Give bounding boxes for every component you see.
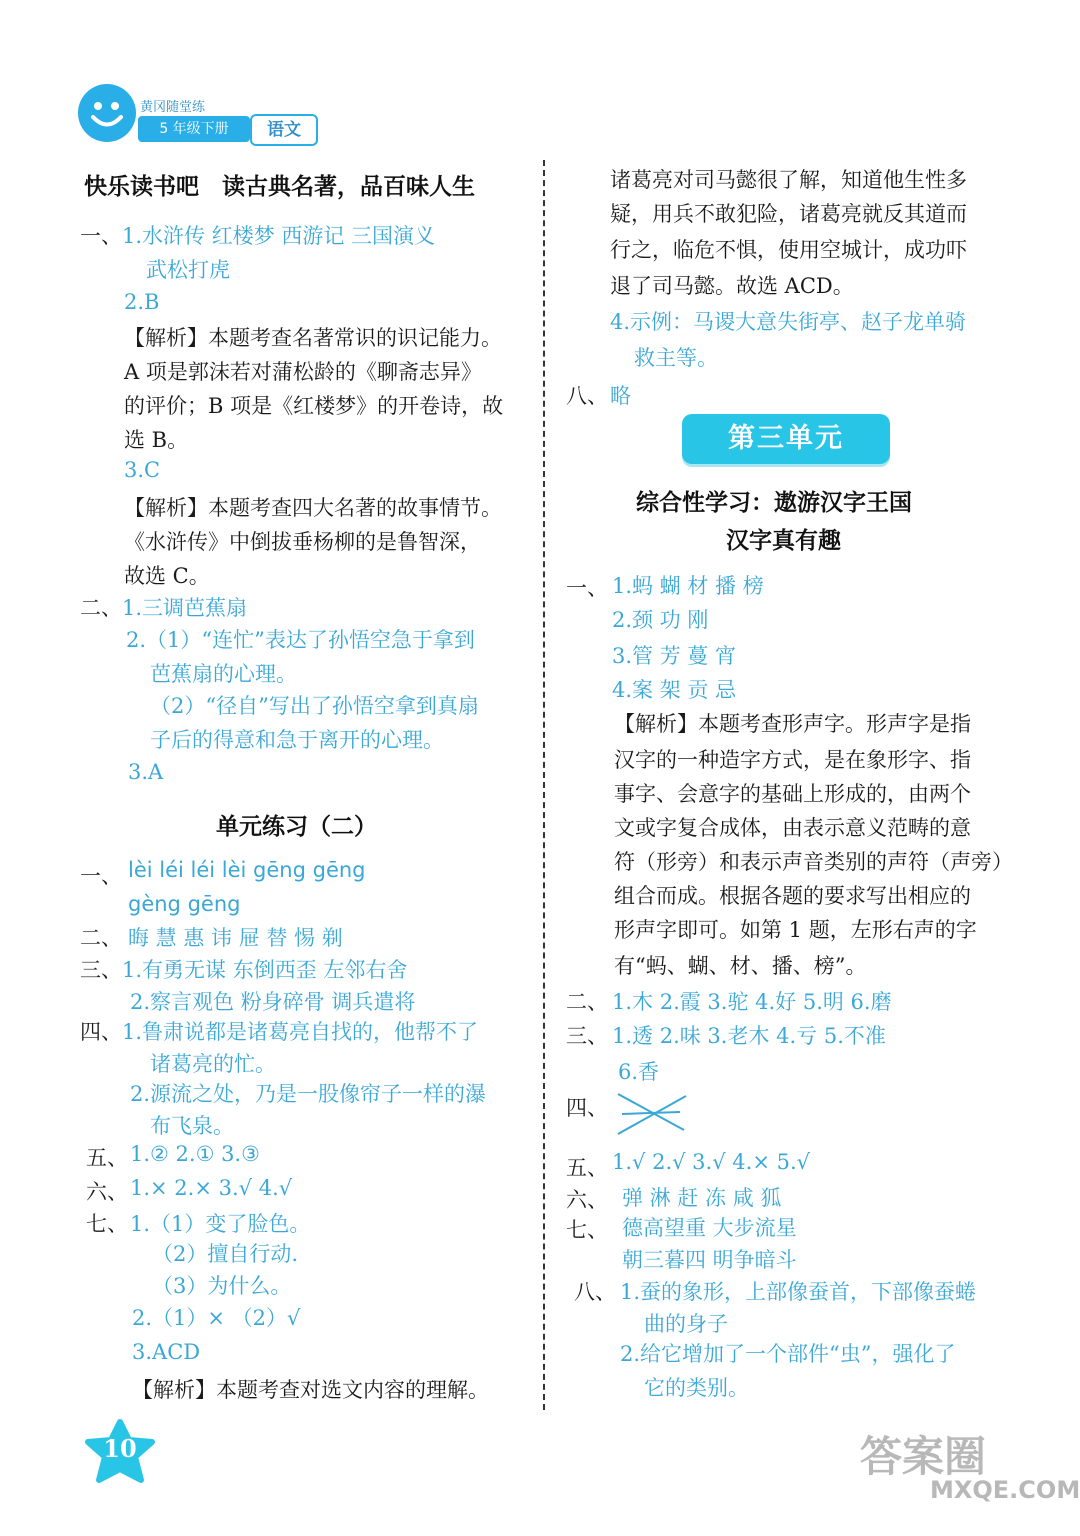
question-label: 五、 <box>566 1156 608 1180</box>
page-number: 10 <box>103 1434 137 1463</box>
answer-line: （3）为什么。 <box>152 1274 292 1298</box>
analysis-text: 选 B。 <box>124 428 189 452</box>
question-label: 二、 <box>80 596 122 620</box>
brand-name: 黄冈随堂练 <box>140 100 206 115</box>
unit-banner: 第三单元 <box>682 414 890 464</box>
answer-line: 诸葛亮的忙。 <box>150 1052 276 1076</box>
answer-line: 1.透 2.味 3.老木 4.亏 5.不准 <box>612 1024 886 1048</box>
analysis-text: 有“蚂、蝴、材、播、榜”。 <box>614 954 867 978</box>
analysis-text: 退了司马懿。故选 ACD。 <box>610 274 854 298</box>
section-title-comprehensive: 综合性学习：遨游汉字王国 <box>636 489 912 516</box>
question-label: 一、 <box>80 224 122 248</box>
analysis-text: 的评价；B 项是《红楼梦》的开卷诗，故 <box>124 394 504 418</box>
answer-line: 2.察言观色 粉身碎骨 调兵遣将 <box>130 990 416 1014</box>
analysis-text: 组合而成。根据各题的要求写出相应的 <box>614 884 971 908</box>
watermark-logo: 答案圈 <box>860 1432 987 1481</box>
analysis-text: 故选 C。 <box>124 564 210 588</box>
analysis-block <box>614 708 971 738</box>
pinyin-line: lèi léi léi lèi gēng gēng <box>128 858 366 882</box>
answer-line: 1.水浒传 红楼梦 西游记 三国演义 <box>122 224 436 248</box>
analysis-text: 《水浒传》中倒拔垂杨柳的是鲁智深， <box>124 530 481 554</box>
question-label: 七、 <box>566 1218 608 1242</box>
analysis-text: 本题考查名著常识的识记能力。 <box>208 326 502 350</box>
analysis-block <box>132 1374 489 1404</box>
answer-line: 1.√ 2.√ 3.√ 4.× 5.√ <box>612 1150 811 1174</box>
answer-line: 略 <box>610 384 631 408</box>
analysis-tag: 【解析】 <box>124 496 208 520</box>
pinyin-line: gèng gēng <box>128 892 241 916</box>
question-label: 八、 <box>574 1280 616 1304</box>
answer-line: 3.C <box>124 458 161 482</box>
question-label: 二、 <box>80 926 122 950</box>
analysis-text: 形声字即可。如第 1 题，左形右声的字 <box>614 918 977 942</box>
answer-line: 2.（1）“连忙”表达了孙悟空急于拿到 <box>126 628 475 652</box>
answer-line: 1.× 2.× 3.√ 4.√ <box>130 1176 293 1200</box>
analysis-text: 疑，用兵不敢犯险，诸葛亮就反其道而 <box>610 202 967 226</box>
analysis-text: 诸葛亮对司马懿很了解，知道他生性多 <box>610 168 967 192</box>
watermark-url: MXQE.COM <box>930 1476 1080 1504</box>
answer-line: 曲的身子 <box>644 1312 728 1336</box>
answer-line: 芭蕉扇的心理。 <box>150 662 297 686</box>
answer-line: 3.管 芳 蔓 宵 <box>612 644 737 668</box>
answer-line: 3.ACD <box>132 1340 201 1364</box>
analysis-tag: 【解析】 <box>124 326 208 350</box>
answer-line: （2）“径自”写出了孙悟空拿到真扇 <box>150 694 479 718</box>
matching-lines-diagram <box>614 1088 694 1142</box>
analysis-text: 行之，临危不惧，使用空城计，成功吓 <box>610 238 967 262</box>
question-label: 三、 <box>566 1024 608 1048</box>
column-divider <box>543 160 545 1410</box>
analysis-text: 汉字的一种造字方式，是在象形字、指 <box>614 748 971 772</box>
answer-line: 救主等。 <box>634 346 718 370</box>
answer-line: 朝三暮四 明争暗斗 <box>622 1248 797 1272</box>
section-subtitle: 汉字真有趣 <box>726 527 841 554</box>
question-label: 一、 <box>80 864 122 888</box>
answer-line: 1.（1）变了脸色。 <box>130 1212 311 1236</box>
answer-line: 1.蚂 蝴 材 播 榜 <box>612 574 764 598</box>
analysis-text: 本题考查形声字。形声字是指 <box>698 712 971 736</box>
answer-line: 4.示例：马谡大意失街亭、赵子龙单骑 <box>610 310 967 334</box>
question-label: 七、 <box>86 1212 128 1236</box>
analysis-text: A 项是郭沫若对蒲松龄的《聊斋志异》 <box>124 360 482 384</box>
answer-line: 子后的得意和急于离开的心理。 <box>150 728 444 752</box>
analysis-text: 文或字复合成体，由表示意义范畴的意 <box>614 816 971 840</box>
question-label: 六、 <box>566 1188 608 1212</box>
answer-line: 4.案 架 贡 忌 <box>612 678 737 702</box>
answer-line: （2）擅自行动. <box>152 1242 299 1266</box>
answer-line: 1.鲁肃说都是诸葛亮自找的，他帮不了 <box>122 1020 479 1044</box>
answer-line: 1.三调芭蕉扇 <box>122 596 248 620</box>
question-label: 四、 <box>566 1096 608 1120</box>
analysis-text: 符（形旁）和表示声音类别的声符（声旁） <box>614 850 1013 874</box>
question-label: 二、 <box>566 990 608 1014</box>
question-label: 三、 <box>80 958 122 982</box>
answer-line: 2.颈 功 刚 <box>612 608 709 632</box>
question-label: 八、 <box>566 384 608 408</box>
answer-line: 弹 淋 赶 冻 咸 狐 <box>622 1186 782 1210</box>
question-label: 五、 <box>86 1146 128 1170</box>
analysis-block <box>124 322 502 352</box>
question-label: 四、 <box>80 1020 122 1044</box>
grade-label: 5 年级下册 <box>138 116 250 142</box>
answer-line: 3.A <box>128 760 164 784</box>
subject-label: 语文 <box>250 114 318 146</box>
answer-line: 6.香 <box>618 1060 660 1084</box>
answer-line: 晦 慧 惠 讳 屉 替 惕 剃 <box>128 926 343 950</box>
answer-line: 1.② 2.① 3.③ <box>130 1142 260 1166</box>
section-title-reading: 快乐读书吧 读古典名著，品百味人生 <box>84 173 475 200</box>
analysis-text: 本题考查对选文内容的理解。 <box>216 1378 489 1402</box>
question-label: 一、 <box>566 576 608 600</box>
answer-line: 2.源流之处，乃是一股像帘子一样的瀑 <box>130 1082 487 1106</box>
question-label: 六、 <box>86 1180 128 1204</box>
answer-line: 布飞泉。 <box>150 1114 234 1138</box>
section-title-unit-practice: 单元练习（二） <box>216 813 377 840</box>
analysis-block <box>124 492 502 522</box>
analysis-tag: 【解析】 <box>614 712 698 736</box>
smiley-logo-icon <box>78 84 136 142</box>
answer-line: 2.（1）× （2）√ <box>132 1306 301 1330</box>
answer-line: 武松打虎 <box>146 258 230 282</box>
answer-line: 1.木 2.霞 3.驼 4.好 5.明 6.磨 <box>612 990 892 1014</box>
answer-line: 1.有勇无谋 东倒西歪 左邻右舍 <box>122 958 408 982</box>
analysis-text: 事字、会意字的基础上形成的，由两个 <box>614 782 971 806</box>
analysis-text: 本题考查四大名著的故事情节。 <box>208 496 502 520</box>
answer-line: 2.给它增加了一个部件“虫”，强化了 <box>620 1342 956 1366</box>
answer-line: 1.蚕的象形，上部像蚕首，下部像蚕蜷 <box>620 1280 977 1304</box>
answer-line: 2.B <box>124 290 160 314</box>
answer-line: 德高望重 大步流星 <box>622 1216 797 1240</box>
answer-line: 它的类别。 <box>644 1376 749 1400</box>
analysis-tag: 【解析】 <box>132 1378 216 1402</box>
